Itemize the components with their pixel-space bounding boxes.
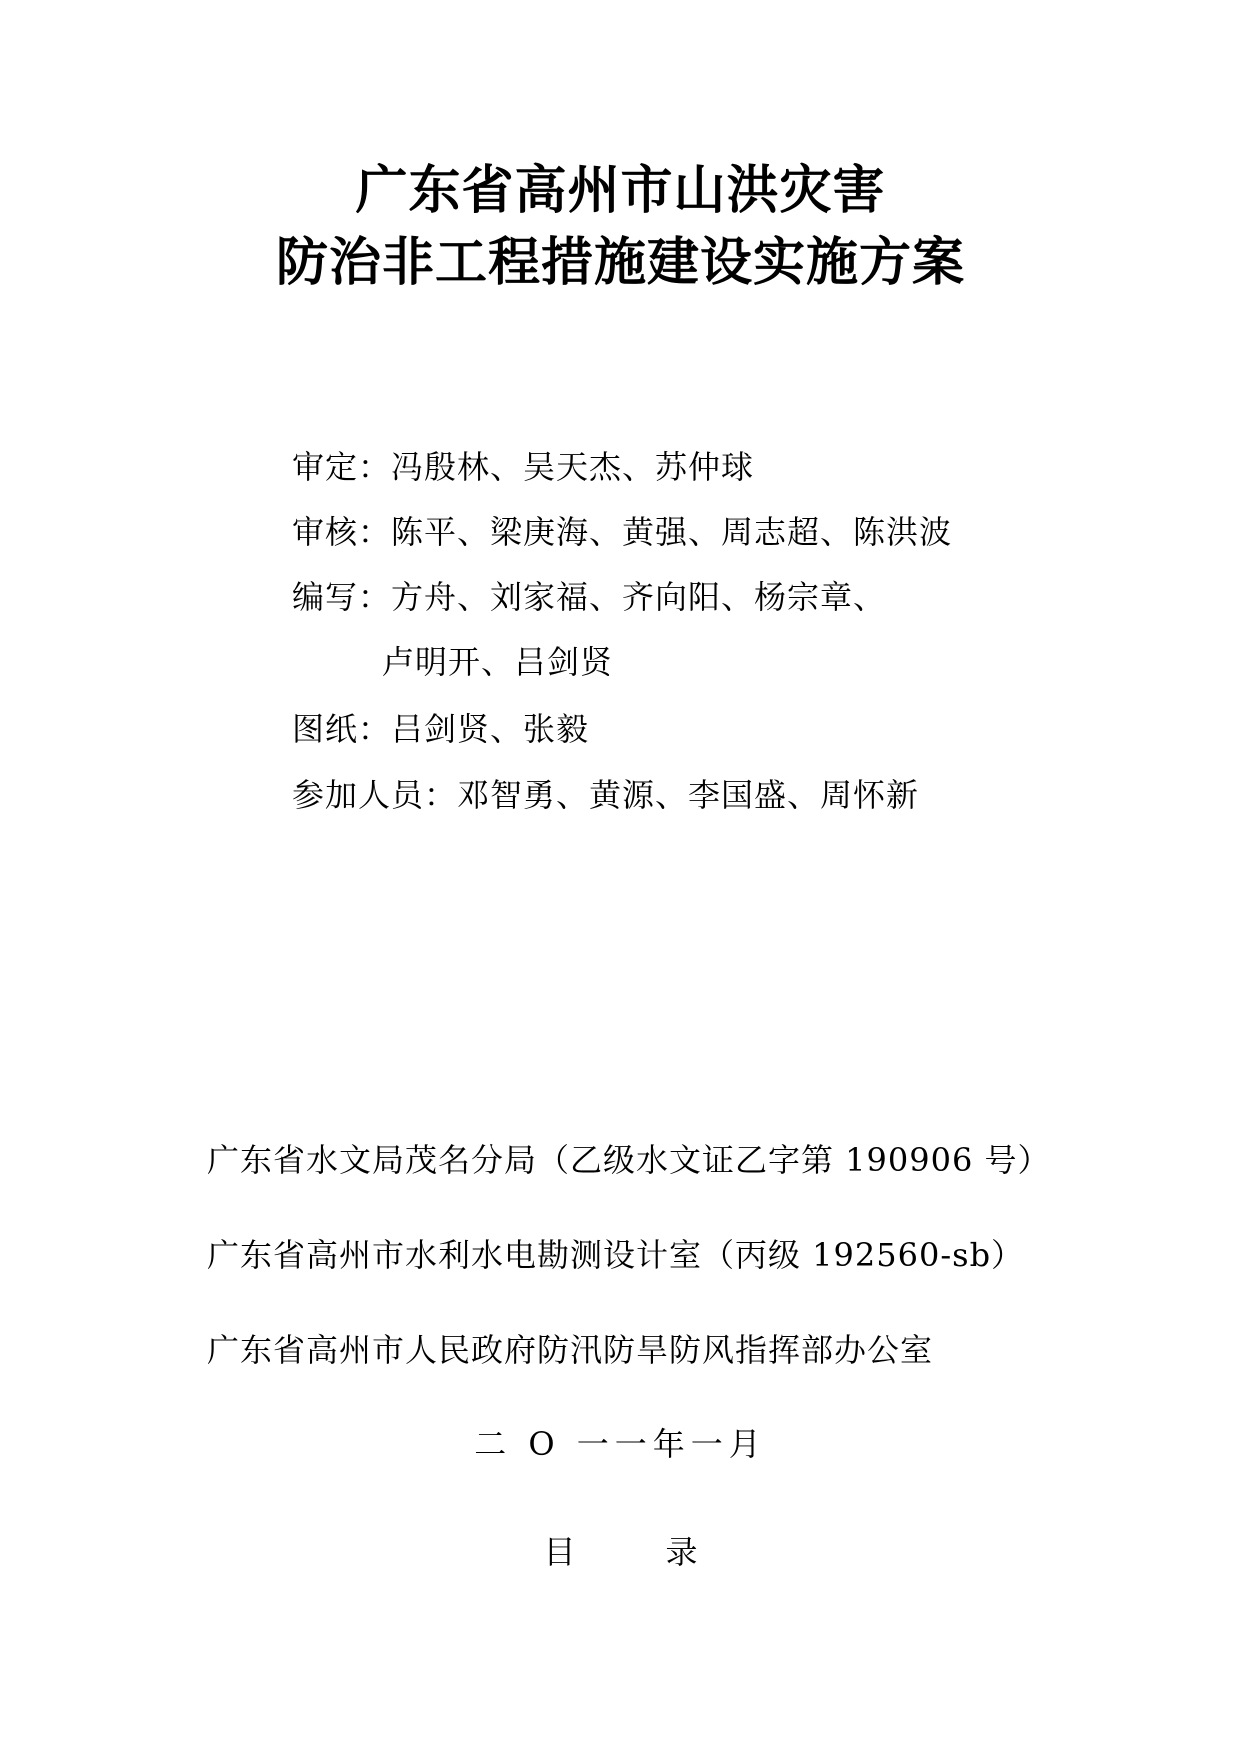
author-label: 编写：	[292, 578, 392, 616]
participants-label: 参加人员：	[292, 776, 458, 814]
drawing-label: 图纸：	[292, 710, 392, 748]
approval-label: 审定：	[292, 448, 392, 486]
toc-heading-char-2: 录	[665, 1533, 698, 1571]
approval-row	[292, 445, 754, 489]
author-names-line-1: 方舟、刘家福、齐向阳、杨宗章、	[391, 578, 887, 616]
drawing-names: 吕剑贤、张毅	[391, 710, 590, 748]
review-label: 审核：	[292, 513, 392, 551]
organization-1: 广东省水文局茂名分局（乙级水文证乙字第 190906 号）	[207, 1141, 1051, 1179]
participants-row	[292, 773, 919, 817]
author-row-continued	[382, 640, 613, 684]
organization-3: 广东省高州市人民政府防汛防旱防风指挥部办公室	[207, 1331, 934, 1369]
author-row	[292, 575, 886, 619]
toc-heading-char-1: 目	[543, 1533, 576, 1571]
approval-names: 冯殷林、吴天杰、苏仲球	[391, 448, 755, 486]
table-of-contents-heading	[0, 1530, 1241, 1574]
document-title-line-1: 广东省高州市山洪灾害	[355, 161, 886, 221]
participants-names: 邓智勇、黄源、李国盛、周怀新	[457, 776, 920, 814]
document-title-line-2: 防治非工程措施建设实施方案	[275, 233, 965, 293]
publication-date: 二 O 一一年一月	[474, 1425, 767, 1463]
organization-2: 广东省高州市水利水电勘测设计室（丙级 192560-sb）	[207, 1236, 1025, 1274]
author-names-line-2: 卢明开、吕剑贤	[382, 643, 614, 681]
review-row	[292, 510, 952, 554]
drawing-row	[292, 707, 589, 751]
review-names: 陈平、梁庚海、黄强、周志超、陈洪波	[391, 513, 953, 551]
